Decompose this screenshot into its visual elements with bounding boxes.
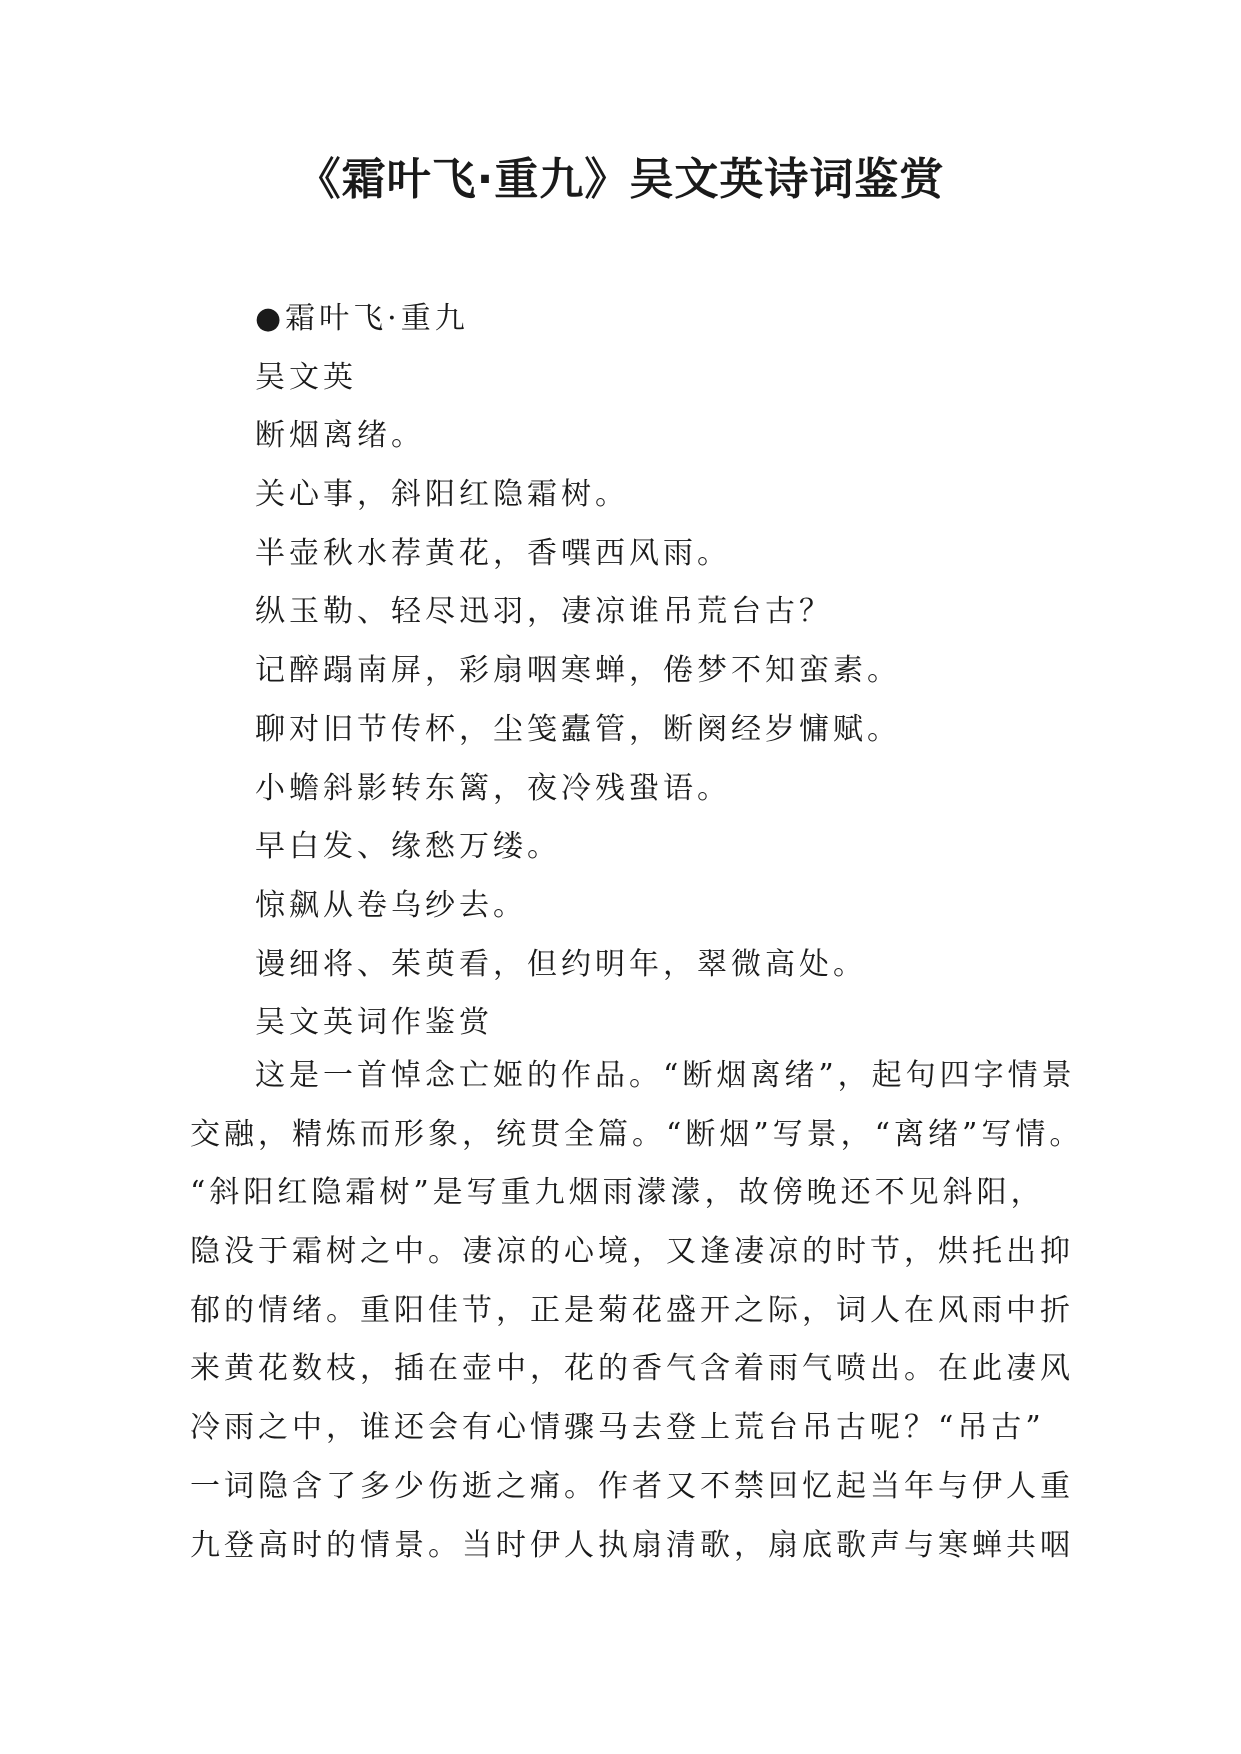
paragraph-line: 交融，精炼而形象，统贯全篇。“断烟”写景，“离绪”写情。 <box>190 1116 1084 1152</box>
poem-heading: ●霜叶飞·重九 <box>255 301 469 336</box>
paragraph-line: 这是一首悼念亡姬的作品。“断烟离绪”，起句四字情景 <box>255 1058 1076 1093</box>
paragraph-line: “斜阳红隐霜树”是写重九烟雨濛濛，故傍晚还不见斜阳， <box>190 1175 1045 1211</box>
poem-line: 记醉蹋南屏，彩扇咽寒蝉，倦梦不知蛮素。 <box>255 653 901 689</box>
paragraph-line: 郁的情绪。重阳佳节，正是菊花盛开之际，词人在风雨中折 <box>190 1292 1074 1328</box>
poem-line: 早白发、缘愁万缕。 <box>255 829 561 865</box>
paragraph-line: 来黄花数枝，插在壶中，花的香气含着雨气喷出。在此凄风 <box>190 1351 1074 1387</box>
poem-block <box>255 290 1115 1053</box>
page-title: 《霜叶飞·重九》吴文英诗词鉴赏 <box>296 154 945 205</box>
poem-line: 惊飙从卷乌纱去。 <box>255 887 527 923</box>
poem-line: 小蟾斜影转东篱，夜冷残蛩语。 <box>255 770 731 806</box>
appreciation-heading: 吴文英词作鉴赏 <box>255 1005 493 1041</box>
poem-line: 断烟离绪。 <box>255 418 425 454</box>
poem-line: 聊对旧节传杯，尘笺蠹管，断阕经岁慵赋。 <box>255 711 901 747</box>
poem-line: 半壶秋水荐黄花，香噀西风雨。 <box>255 535 731 571</box>
poem-line: 关心事，斜阳红隐霜树。 <box>255 477 629 513</box>
poem-author: 吴文英 <box>255 359 357 395</box>
appreciation-paragraph <box>190 1047 1090 1575</box>
paragraph-line: 隐没于霜树之中。凄凉的心境，又逢凄凉的时节，烘托出抑 <box>190 1234 1074 1270</box>
poem-line: 谩细将、茱萸看，但约明年，翠微高处。 <box>255 946 867 982</box>
poem-line: 纵玉勒、轻尽迅羽，凄凉谁吊荒台古？ <box>255 594 833 630</box>
paragraph-line: 一词隐含了多少伤逝之痛。作者又不禁回忆起当年与伊人重 <box>190 1468 1074 1504</box>
paragraph-line: 九登高时的情景。当时伊人执扇清歌，扇底歌声与寒蝉共咽 <box>190 1527 1074 1563</box>
paragraph-line: 冷雨之中，谁还会有心情骤马去登上荒台吊古呢？“吊古” <box>190 1410 1045 1446</box>
